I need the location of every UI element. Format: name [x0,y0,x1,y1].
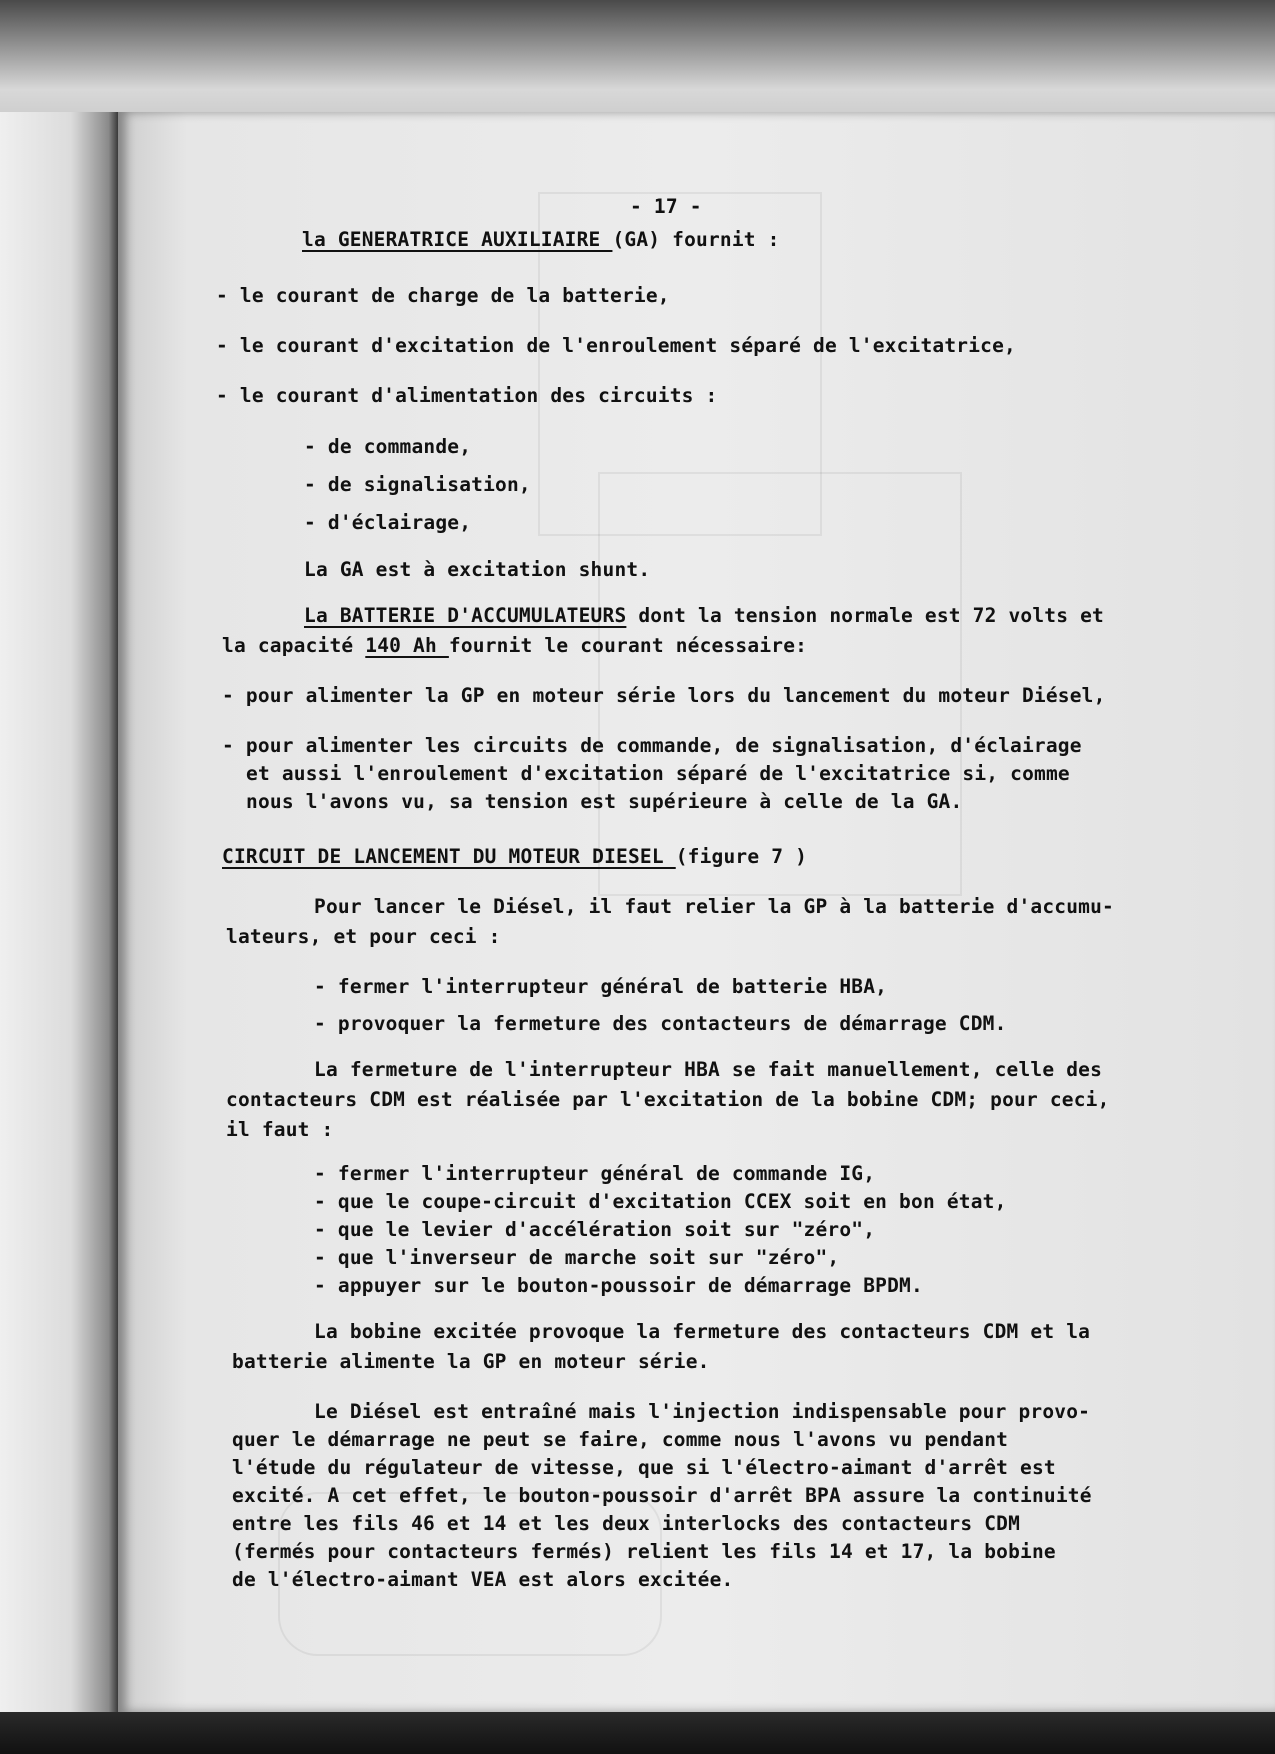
text-segment: - que l'inverseur de marche soit sur "zéro", [314,1246,840,1269]
underlined-heading: 140 Ah [365,634,449,657]
text-segment: - de commande, [304,435,472,458]
text-segment: entre les fils 46 et 14 et les deux interlocks des contacteurs CDM [232,1512,1021,1535]
text-line [232,1350,710,1373]
underlined-heading: La BATTERIE D'ACCUMULATEURS [304,604,627,627]
text-segment: - pour alimenter les circuits de commande, de signalisation, d'éclairage [222,734,1082,757]
text-line [246,762,1070,785]
text-segment: - fermer l'interrupteur général de batterie HBA, [314,975,888,998]
text-line [314,1320,1090,1343]
text-segment: - appuyer sur le bouton-poussoir de démarrage BPDM. [314,1274,923,1297]
text-line [232,1456,1056,1479]
text-line [216,384,717,407]
text-line [226,925,501,948]
text-segment: La fermeture de l'interrupteur HBA se fait manuellement, celle des [314,1058,1103,1081]
text-line [222,845,807,868]
text-segment: - le courant d'alimentation des circuits : [216,384,718,407]
text-line [232,1512,1020,1535]
text-segment: - fermer l'interrupteur général de commande IG, [314,1162,876,1185]
text-segment: - d'éclairage, [304,511,472,534]
text-line [222,634,807,657]
text-segment: quer le démarrage ne peut se faire, comme nous l'avons vu pendant [232,1428,1009,1451]
text-line [232,1428,1008,1451]
text-line [232,1540,1056,1563]
text-segment: Pour lancer le Diésel, il faut relier la GP à la batterie d'accumu- [314,895,1114,918]
page-number: - 17 - [630,195,702,218]
text-segment: - le courant de charge de la batterie, [216,284,670,307]
text-segment: (GA) fournit : [612,228,780,251]
text-segment: - que le coupe-circuit d'excitation CCEX soit en bon état, [314,1190,1007,1213]
text-line [304,511,471,534]
text-segment: contacteurs CDM est réalisée par l'excitation de la bobine CDM; pour ceci, [226,1088,1110,1111]
text-segment: dont la tension normale est 72 volts et [626,604,1104,627]
text-line [222,734,1082,757]
text-segment: Le Diésel est entraîné mais l'injection indispensable pour provo- [314,1400,1091,1423]
text-line [304,558,650,581]
text-line [304,604,1104,627]
text-line [304,435,471,458]
text-line [314,895,1114,918]
text-segment: fournit le courant nécessaire: [448,634,808,657]
text-segment: de l'électro-aimant VEA est alors excitée. [232,1568,734,1591]
text-segment: La bobine excitée provoque la fermeture des contacteurs CDM et la [314,1320,1091,1343]
text-line [314,1218,875,1241]
text-line [314,975,887,998]
text-line [302,228,780,251]
text-segment: - de signalisation, [304,473,531,496]
text-line [216,334,1016,357]
text-segment: - que le levier d'accélération soit sur "zéro", [314,1218,876,1241]
text-line [314,1246,839,1269]
text-line [226,1088,1110,1111]
text-segment: (figure 7 ) [675,845,808,868]
text-segment: excité. A cet effet, le bouton-poussoir d'arrêt BPA assure la continuité [232,1484,1092,1507]
text-segment: - pour alimenter la GP en moteur série lors du lancement du moteur Diésel, [222,684,1106,707]
text-line [314,1012,1007,1035]
text-line [232,1484,1092,1507]
text-line [216,284,670,307]
text-line [304,473,531,496]
text-segment: batterie alimente la GP en moteur série. [232,1350,710,1373]
text-line [314,1058,1102,1081]
underlined-heading: la GENERATRICE AUXILIAIRE [302,228,613,251]
text-line [246,790,962,813]
text-line [226,1118,333,1141]
text-segment: - provoquer la fermeture des contacteurs de démarrage CDM. [314,1012,1007,1035]
text-segment: (fermés pour contacteurs fermés) relient les fils 14 et 17, la bobine [232,1540,1056,1563]
text-segment: La GA est à excitation shunt. [304,558,651,581]
text-segment: l'étude du régulateur de vitesse, que si l'électro-aimant d'arrêt est [232,1456,1056,1479]
underlined-heading: CIRCUIT DE LANCEMENT DU MOTEUR DIESEL [222,845,676,868]
text-line [314,1162,875,1185]
text-segment: et aussi l'enroulement d'excitation séparé de l'excitatrice si, comme [246,762,1070,785]
text-line [314,1400,1090,1423]
text-line [232,1568,733,1591]
text-line [314,1274,923,1297]
text-line [222,684,1106,707]
text-line [314,1190,1007,1213]
text-segment: la capacité [222,634,366,657]
text-segment: il faut : [226,1118,334,1141]
text-segment: nous l'avons vu, sa tension est supérieure à celle de la GA. [246,790,963,813]
text-segment: - le courant d'excitation de l'enroulement séparé de l'excitatrice, [216,334,1016,357]
text-segment: lateurs, et pour ceci : [226,925,501,948]
